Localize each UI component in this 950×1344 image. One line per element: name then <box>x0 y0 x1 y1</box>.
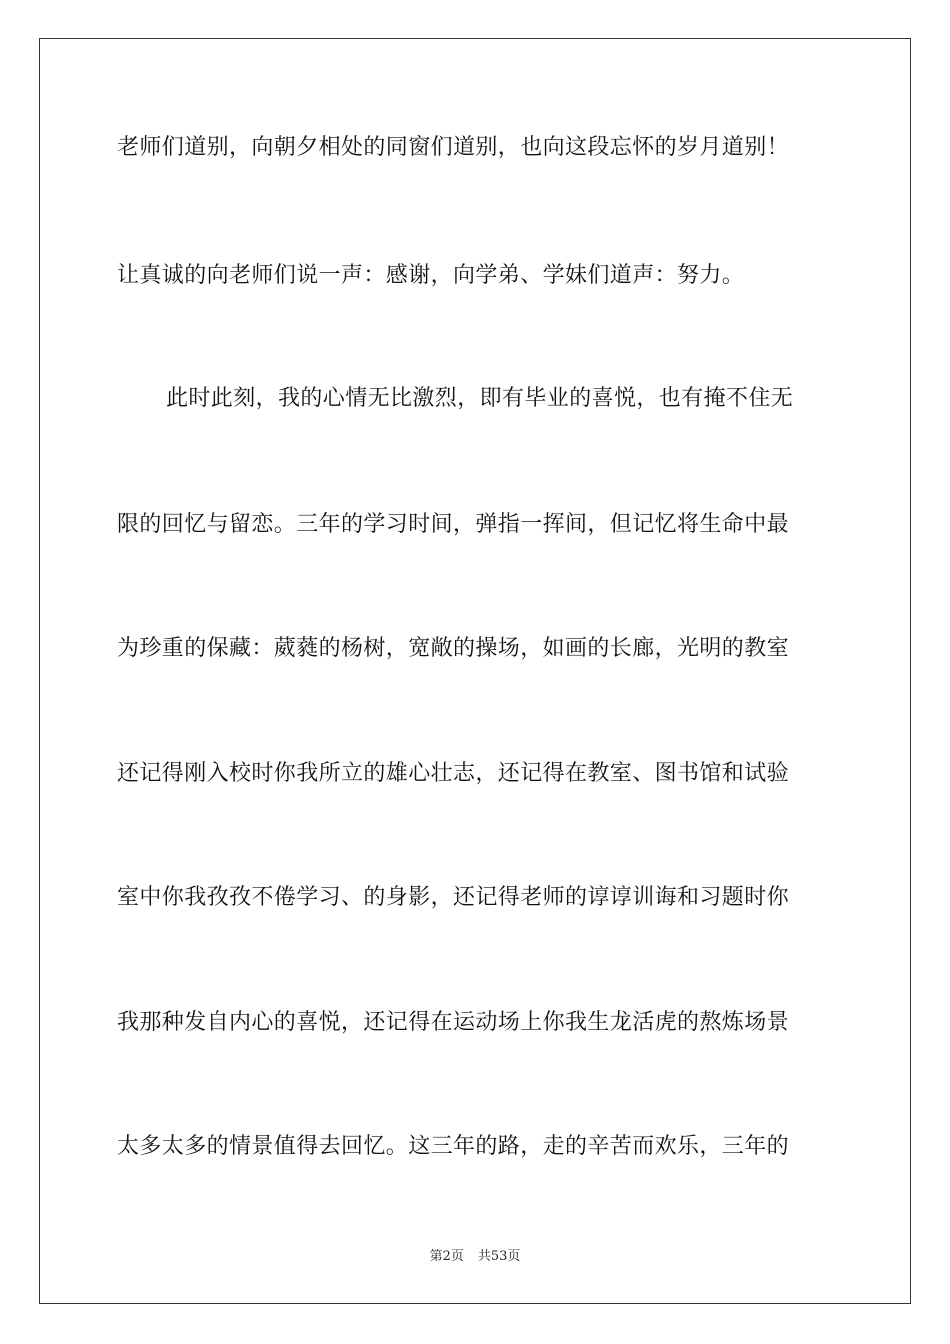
body-text-line-1: 老师们道别，向朝夕相处的同窗们道别，也向这段忘怀的岁月道别！ <box>117 135 790 160</box>
body-text-line-5: 为珍重的保藏：葳蕤的杨树，宽敞的操场，如画的长廊，光明的教室 <box>117 636 790 661</box>
body-text-line-7: 室中你我孜孜不倦学习、的身影，还记得老师的谆谆训诲和习题时你 <box>117 885 790 910</box>
body-text-line-6: 还记得刚入校时你我所立的雄心壮志，还记得在教室、图书馆和试验 <box>117 761 790 786</box>
body-text-line-2: 让真诚的向老师们说一声：感谢，向学弟、学妹们道声：努力。 <box>117 263 745 288</box>
page-footer <box>0 1248 950 1266</box>
body-text-line-9: 太多太多的情景值得去回忆。这三年的路，走的辛苦而欢乐，三年的 <box>117 1134 790 1159</box>
total-pages: 共53页 <box>477 1249 521 1264</box>
page-border <box>39 38 911 1304</box>
body-text-line-3: 此时此刻，我的心情无比激烈，即有毕业的喜悦，也有掩不住无 <box>166 386 794 411</box>
page-number: 第2页 <box>429 1249 464 1264</box>
body-text-line-8: 我那种发自内心的喜悦，还记得在运动场上你我生龙活虎的熬炼场景 <box>117 1010 790 1035</box>
body-text-line-4: 限的回忆与留恋。三年的学习时间，弹指一挥间，但记忆将生命中最 <box>117 512 790 537</box>
